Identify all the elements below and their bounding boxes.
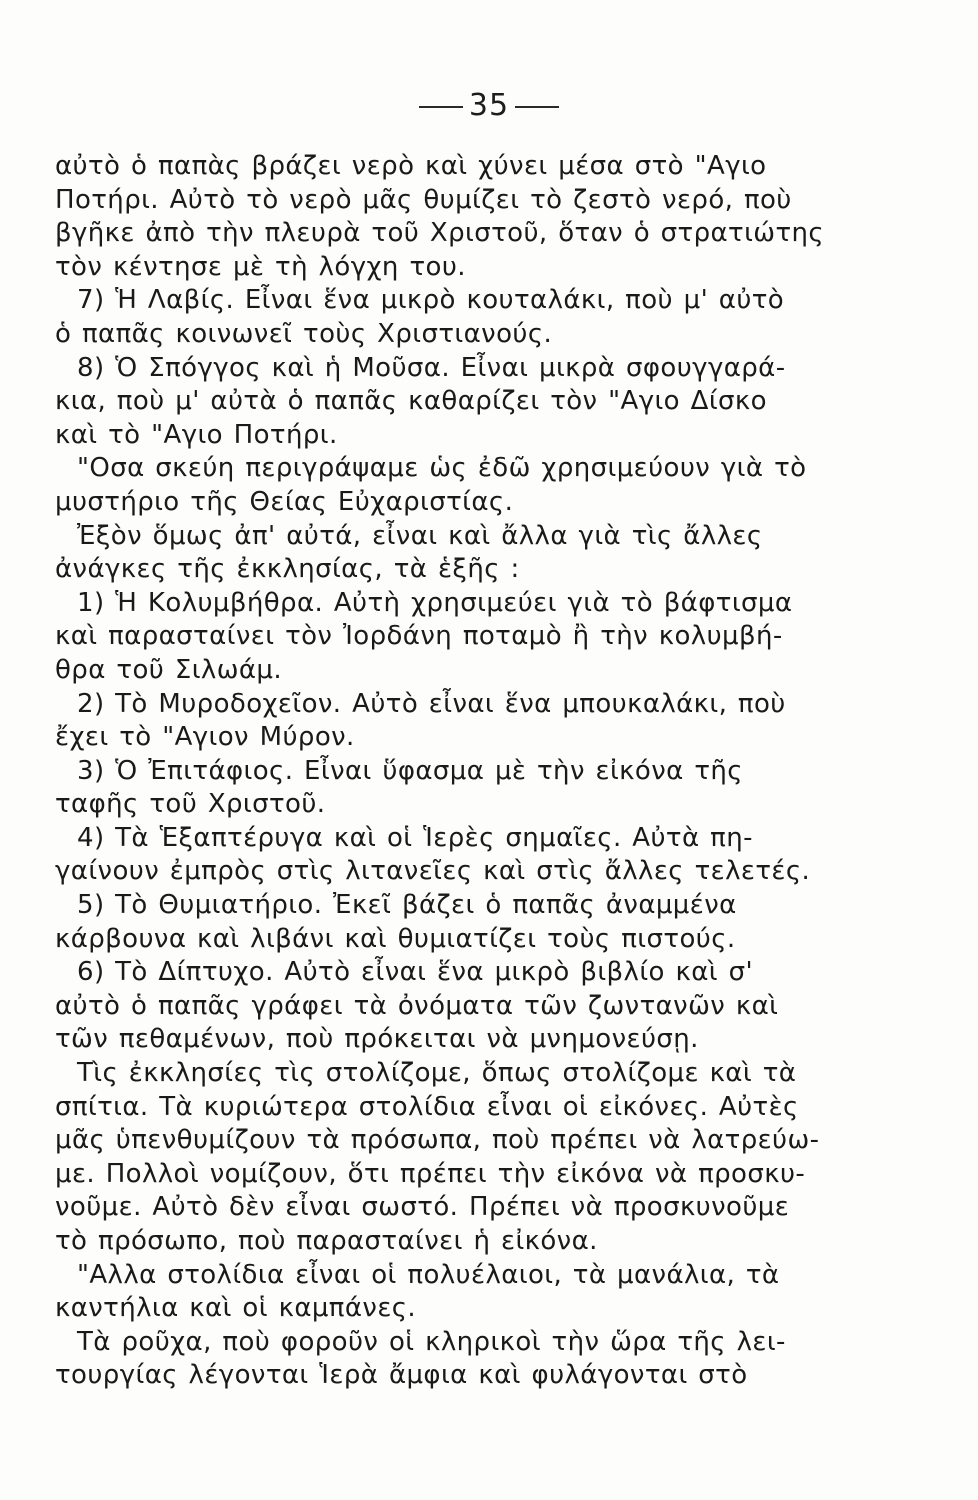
text-line: τουργίας λέγονται Ἱερὰ ἄμφια καὶ φυλάγονται στὸ — [55, 1360, 748, 1391]
text-line: Τὰ ροῦχα, ποὺ φοροῦν οἱ κληρικοὶ τὴν ὥρα τῆς λει- — [77, 1326, 786, 1357]
page-number-header — [0, 88, 978, 123]
text-line: Ποτήρι. Αὐτὸ τὸ νερὸ μᾶς θυμίζει τὸ ζεστὸ νερό, ποὺ — [55, 184, 792, 215]
text-line: 8) Ὁ Σπόγγος καὶ ἡ Μοῦσα. Εἶναι μικρὰ σφουγγαρά- — [77, 352, 786, 383]
text-line: 6) Τὸ Δίπτυχο. Αὐτὸ εἶναι ἕνα μικρὸ βιβλίο καὶ σ' — [77, 957, 754, 988]
text-line: "Οσα σκεύη περιγράψαμε ὡς ἐδῶ χρησιμεύουν γιὰ τὸ — [77, 453, 807, 484]
text-line: 5) Τὸ Θυμιατήριο. Ἐκεῖ βάζει ὁ παπᾶς ἀναμμένα — [77, 890, 737, 921]
text-line: κια, ποὺ μ' αὐτὰ ὁ παπᾶς καθαρίζει τὸν "Αγιο Δίσκο — [55, 386, 767, 417]
text-line: νοῦμε. Αὐτὸ δὲν εἶναι σωστό. Πρέπει νὰ προσκυνοῦμε — [55, 1192, 790, 1223]
text-line: καντήλια καὶ οἱ καμπάνες. — [55, 1293, 417, 1324]
text-line: 2) Τὸ Μυροδοχεῖον. Αὐτὸ εἶναι ἕνα μπουκαλάκι, ποὺ — [77, 688, 786, 719]
text-line: μυστήριο τῆς Θείας Εὐχαριστίας. — [55, 486, 514, 517]
text-line: θρα τοῦ Σιλωάμ. — [55, 654, 283, 685]
text-line: ἔχει τὸ "Αγιον Μύρον. — [55, 722, 355, 753]
text-line: γαίνουν ἐμπρὸς στὶς λιτανεῖες καὶ στὶς ἄλλες τελετές. — [55, 856, 811, 887]
text-line: αὐτὸ ὁ παπᾶς γράφει τὰ ὀνόματα τῶν ζωντανῶν καὶ — [55, 990, 779, 1021]
page-number: 35 — [468, 88, 510, 123]
text-line: Ἐξὸν ὅμως ἀπ' αὐτά, εἶναι καὶ ἄλλα γιὰ τὶς ἄλλες — [77, 520, 763, 551]
text-line: μᾶς ὑπενθυμίζουν τὰ πρόσωπα, ποὺ πρέπει νὰ λατρεύω- — [55, 1125, 820, 1156]
text-line: ταφῆς τοῦ Χριστοῦ. — [55, 789, 326, 820]
text-line: Τὶς ἐκκλησίες τὶς στολίζομε, ὅπως στολίζομε καὶ τὰ — [77, 1058, 797, 1089]
text-line: κάρβουνα καὶ λιβάνι καὶ θυμιατίζει τοὺς πιστούς. — [55, 923, 736, 954]
left-dash-rule — [419, 106, 463, 108]
text-line: 7) Ἡ Λαβίς. Εἶναι ἕνα μικρὸ κουταλάκι, ποὺ μ' αὐτὸ — [77, 285, 785, 316]
text-line: "Αλλα στολίδια εἶναι οἱ πολυέλαιοι, τὰ μανάλια, τὰ — [77, 1259, 780, 1290]
text-line: ἀνάγκες τῆς ἐκκλησίας, τὰ ἑξῆς : — [55, 554, 520, 585]
text-line: τὸ πρόσωπο, ποὺ παρασταίνει ἡ εἰκόνα. — [55, 1226, 598, 1256]
text-line: με. Πολλοὶ νομίζουν, ὅτι πρέπει τὴν εἰκόνα νὰ προσκυ- — [55, 1158, 806, 1189]
text-line: τῶν πεθαμένων, ποὺ πρόκειται νὰ μνημονεύσῃ. — [55, 1024, 699, 1055]
text-line: καὶ παρασταίνει τὸν Ἰορδάνη ποταμὸ ἢ τὴν κολυμβή- — [55, 621, 783, 652]
text-line: αὐτὸ ὁ παπὰς βράζει νερὸ καὶ χύνει μέσα στὸ "Αγιο — [55, 151, 767, 181]
text-line: 3) Ὁ Ἐπιτάφιος. Εἶναι ὕφασμα μὲ τὴν εἰκόνα τῆς — [77, 755, 743, 786]
text-line: ὁ παπᾶς κοινωνεῖ τοὺς Χριστιανούς. — [55, 318, 553, 349]
text-line: σπίτια. Τὰ κυριώτερα στολίδια εἶναι οἱ εἰκόνες. Αὐτὲς — [55, 1091, 799, 1122]
text-line: 4) Τὰ Ἑξαπτέρυγα καὶ οἱ Ἱερὲς σημαῖες. Αὐτὰ πη- — [77, 822, 753, 853]
text-line: βγῆκε ἀπὸ τὴν πλευρὰ τοῦ Χριστοῦ, ὅταν ὁ στρατιώτης — [55, 218, 825, 249]
text-line: τὸν κέντησε μὲ τὴ λόγχη του. — [55, 251, 466, 282]
text-line: καὶ τὸ "Αγιο Ποτήρι. — [55, 419, 338, 450]
text-line: 1) Ἡ Κολυμβήθρα. Αὐτὴ χρησιμεύει γιὰ τὸ βάφτισμα — [77, 587, 793, 618]
body-text — [55, 150, 935, 1393]
right-dash-rule — [515, 106, 559, 108]
